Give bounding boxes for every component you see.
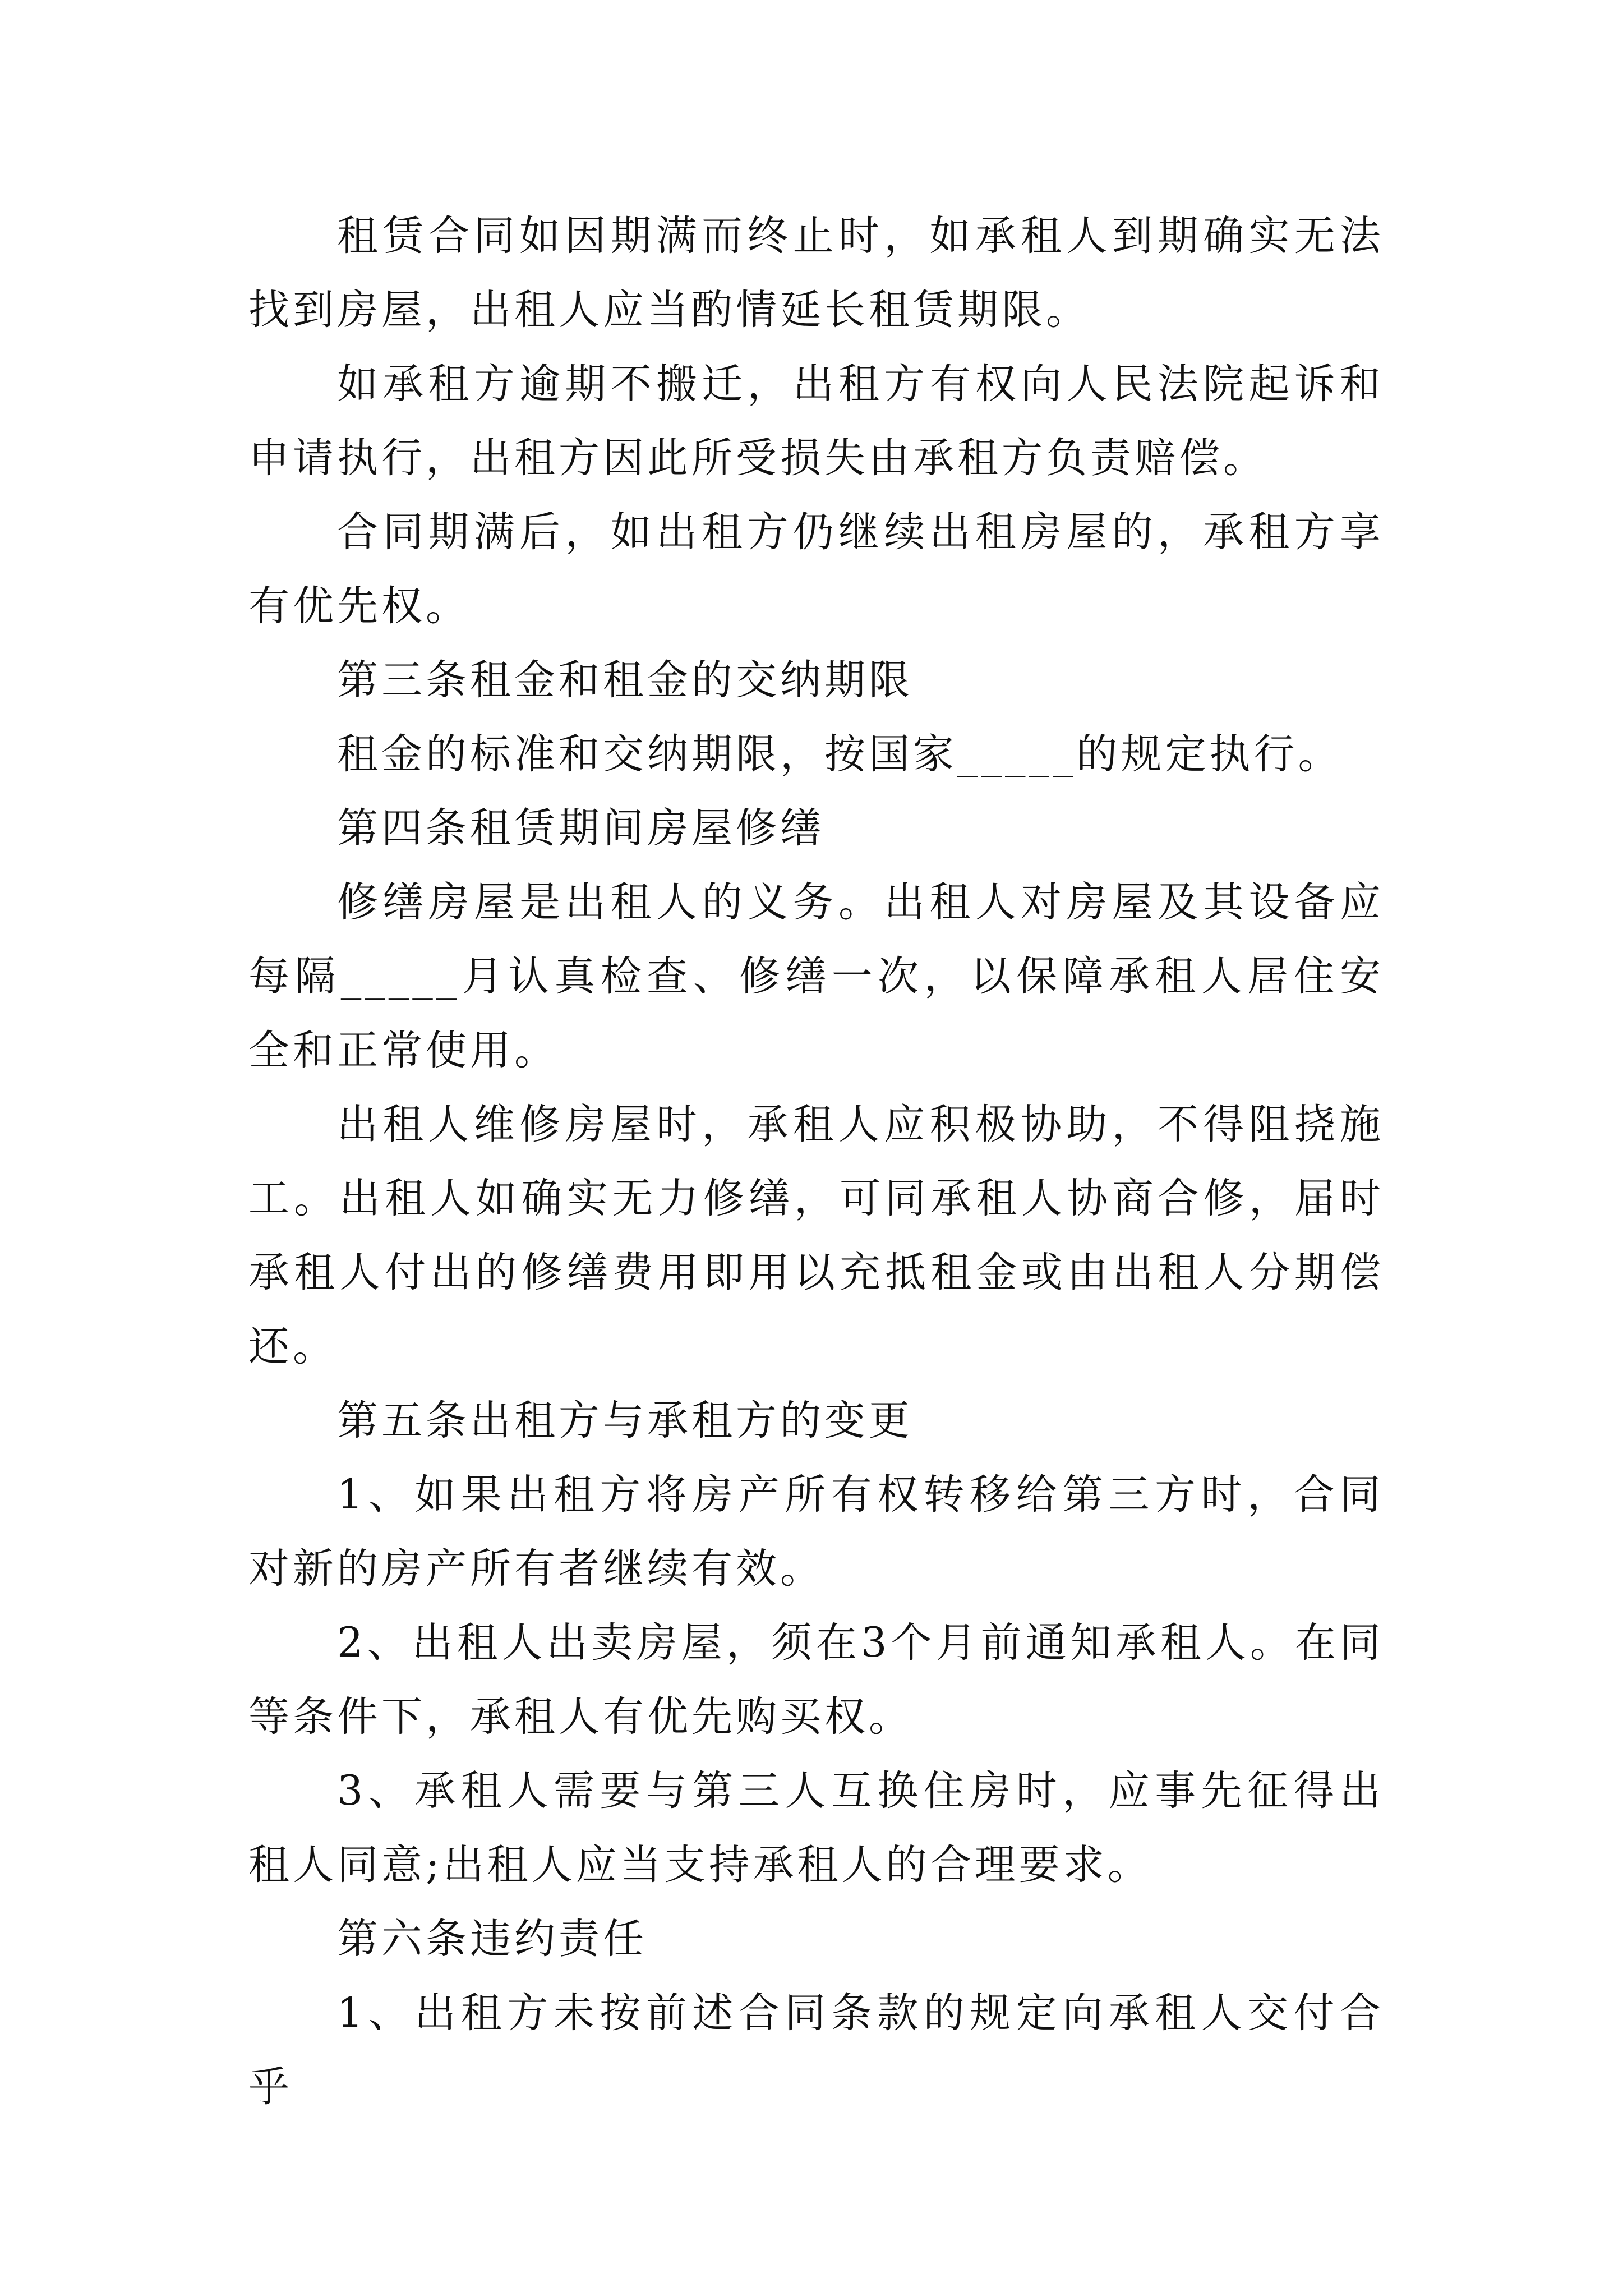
article-5-heading: 第五条出租方与承租方的变更 <box>337 1397 913 1444</box>
article-4-heading: 第四条租赁期间房屋修缮 <box>337 804 824 852</box>
paragraph-priority-right: 合同期满后，如出租方仍继续出租房屋的，承租方享有优先权。 <box>248 508 1384 630</box>
paragraph-repair-cooperation: 出租人维修房屋时，承租人应积极协助，不得阻挠施工。出租人如确实无力修缮，可同承租人协商合修，届时承租人付出的修缮费用即用以充抵租金或由出租人分期偿还。 <box>248 1101 1384 1370</box>
paragraph-liability-1: 1、出租方未按前述合同条款的规定向承租人交付合乎 <box>248 1989 1384 2111</box>
article-6-heading: 第六条违约责任 <box>337 1915 647 1963</box>
paragraph-change-2: 2、出租人出卖房屋，须在3个月前通知承租人。在同等条件下，承租人有优先购买权。 <box>248 1619 1384 1741</box>
document-body <box>248 199 1384 2124</box>
paragraph-repair-duty: 修缮房屋是出租人的义务。出租人对房屋及其设备应每隔_____月认真检查、修缮一次，以保障承租人居住安全和正常使用。 <box>248 878 1384 1074</box>
paragraph-change-3: 3、承租人需要与第三人互换住房时，应事先征得出租人同意;出租人应当支持承租人的合理要求。 <box>248 1767 1384 1889</box>
paragraph-expiry-extension: 租赁合同如因期满而终止时，如承租人到期确实无法找到房屋，出租人应当酌情延长租赁期限。 <box>248 212 1384 334</box>
paragraph-overdue-move: 如承租方逾期不搬迁，出租方有权向人民法院起诉和申请执行，出租方因此所受损失由承租方负责赔偿。 <box>248 360 1384 482</box>
article-3-heading: 第三条租金和租金的交纳期限 <box>337 656 913 704</box>
paragraph-rent-standard: 租金的标准和交纳期限，按国家_____的规定执行。 <box>337 730 1343 778</box>
paragraph-change-1: 1、如果出租方将房产所有权转移给第三方时，合同对新的房产所有者继续有效。 <box>248 1471 1384 1593</box>
